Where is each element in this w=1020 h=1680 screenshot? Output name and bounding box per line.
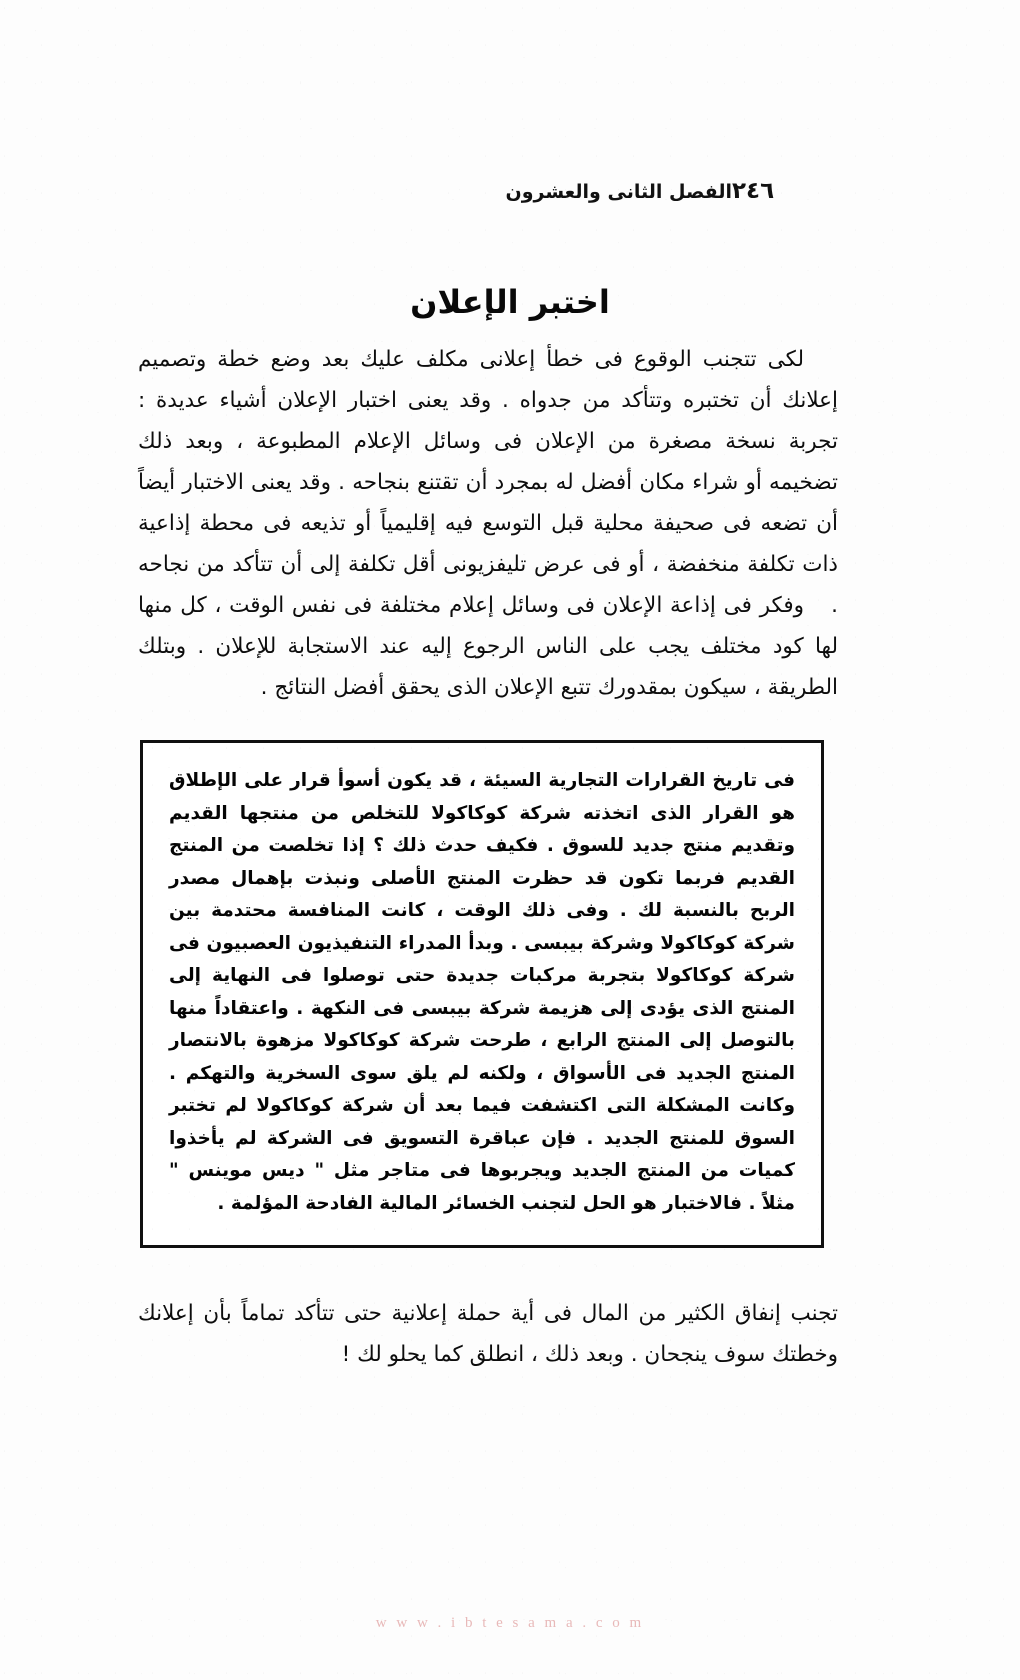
body-paragraph-two: وفكر فى إذاعة الإعلان فى وسائل إعلام مختلفة فى نفس الوقت ، كل منها لها كود مختلف يجب على الناس الرجوع إليه عند الاستجابة للإعلان . وبتلك الطريقة ، سيكون بمقدورك تتبع الإعلان الذى يحقق أفضل النتائج . [138,593,838,700]
page-number: ٢٤٦ [732,178,775,204]
body-paragraph-two-block [138,585,838,708]
footer-watermark: w w w . i b t e s a m a . c o m [375,1615,645,1631]
body-paragraph-closing: تجنب إنفاق الكثير من المال فى أية حملة إعلانية حتى تتأكد تماماً بأن إعلانك وخطتك سوف ينجحان . وبعد ذلك ، انطلق كما يحلو لك ! [138,1301,838,1367]
body-paragraph-one: لكى تتجنب الوقوع فى خطأ إعلانى مكلف عليك بعد وضع خطة وتصميم إعلانك أن تختبره وتتأكد من جدواه . وقد يعنى اختبار الإعلان أشياء عديدة : تجربة نسخة مصغرة من الإعلان فى وسائل الإعلام المطبوعة ، وبعد ذلك تضخيمه أو شراء مكان أفضل له بمجرد أن تقتنع بنجاحه . وقد يعنى الاختبار أيضاً أن تضعه فى صحيفة محلية قبل التوسع فيه إقليمياً أو تذيعه فى محطة إذاعية ذات تكلفة منخفضة ، أو فى عرض تليفزيونى أقل تكلفة إلى أن تتأكد من نجاحه . [138,347,838,618]
body-paragraph-one-block [138,339,838,626]
callout-text: فى تاريخ القرارات التجارية السيئة ، قد يكون أسوأ قرار على الإطلاق هو القرار الذى اتخذته شركة كوكاكولا للتخلص من منتجها القديم وتقديم منتج جديد للسوق . فكيف حدث ذلك ؟ إذا تخلصت من المنتج القديم فربما تكون قد حظرت المنتج الأصلى ونبذت بإهمال مصدر الربح بالنسبة لك . وفى ذلك الوقت ، كانت المنافسة محتدمة بين شركة كوكاكولا وشركة بيبسى . وبدأ المدراء التنفيذيون العصبيون فى شركة كوكاكولا بتجربة مركبات جديدة حتى توصلوا فى النهاية إلى المنتج الذى يؤدى إلى هزيمة شركة بيبسى فى النكهة . واعتقاداً منها بالتوصل إلى المنتج الرابع ، طرحت شركة كوكاكولا مزهوة بالانتصار المنتج الجديد فى الأسواق ، ولكنه لم يلق سوى السخرية والتهكم . وكانت المشكلة التى اكتشفت فيما بعد أن شركة كوكاكولا لم تختبر السوق للمنتج الجديد . فإن عباقرة التسويق فى الشركة لم يأخذوا كميات من المنتج الجديد ويجربوها فى متاجر مثل " ديس موينس " مثلاً . فالاختبار هو الحل لتجنب الخسائر المالية الفادحة المؤلمة . [169,770,795,1214]
callout-box [140,740,824,1248]
body-paragraph-closing-block [138,1293,838,1375]
chapter-name: الفصل الثانى والعشرون [505,181,732,203]
running-head [140,178,880,212]
page-title: اختبر الإعلان [410,283,610,322]
callout-text-container [169,765,795,1220]
